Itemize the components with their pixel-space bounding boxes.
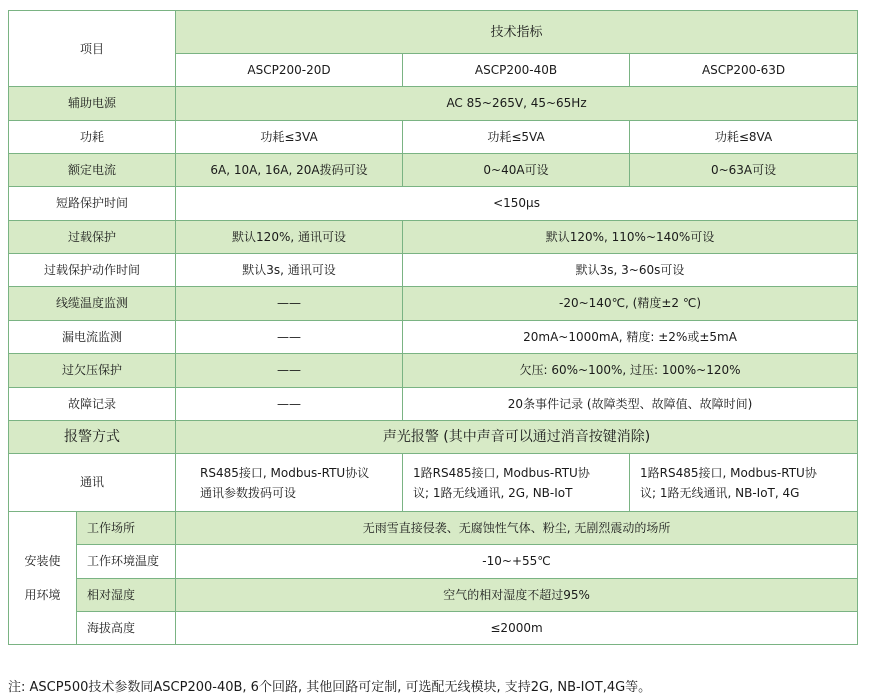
row-label-cable-temp: 线缆温度监测	[9, 287, 176, 321]
fault-record-40b-63d: 20条事件记录 (故障类型、故障值、故障时间)	[403, 388, 858, 421]
env-group-line2: 用环境	[24, 588, 61, 602]
comm-40b-line1: 1路RS485接口, Modbus-RTU协	[413, 465, 590, 480]
env-label-altitude: 海拔高度	[77, 612, 176, 645]
row-label-short-circuit: 短路保护时间	[9, 187, 176, 221]
current-63d: 0~63A可设	[630, 154, 858, 187]
current-20d: 6A, 10A, 16A, 20A拨码可设	[176, 154, 403, 187]
env-label-temp: 工作环境温度	[77, 545, 176, 579]
env-site-value: 无雨雪直接侵袭、无腐蚀性气体、粉尘, 无剧烈震动的场所	[176, 512, 858, 545]
footnote: 注: ASCP500技术参数同ASCP200-40B, 6个回路, 其他回路可定制, 可选配无线模块, 支持2G, NB-IOT,4G等。	[8, 680, 652, 695]
fault-record-20d: ——	[176, 388, 403, 421]
row-label-leakage: 漏电流监测	[9, 321, 176, 354]
env-group-label	[9, 512, 77, 645]
row-label-comm: 通讯	[9, 454, 176, 512]
comm-20d-line1: RS485接口, Modbus-RTU协议	[200, 465, 370, 480]
comm-40b-line2: 议; 1路无线通讯, 2G, NB-IoT	[413, 485, 573, 500]
leakage-40b-63d: 20mA~1000mA, 精度: ±2%或±5mA	[403, 321, 858, 354]
env-label-humidity: 相对湿度	[77, 579, 176, 612]
voltage-protect-40b-63d: 欠压: 60%~100%, 过压: 100%~120%	[403, 354, 858, 388]
row-label-overload-time: 过载保护动作时间	[9, 254, 176, 287]
env-temp-value: -10~+55℃	[176, 545, 858, 579]
power-20d: 功耗≤3VA	[176, 121, 403, 154]
overload-time-20d: 默认3s, 通讯可设	[176, 254, 403, 287]
power-40b: 功耗≤5VA	[403, 121, 630, 154]
env-label-site: 工作场所	[77, 512, 176, 545]
env-altitude-value: ≤2000m	[176, 612, 858, 645]
row-label-alarm: 报警方式	[9, 421, 176, 454]
env-humidity-value: 空气的相对湿度不超过95%	[176, 579, 858, 612]
row-label-power-consumption: 功耗	[9, 121, 176, 154]
row-label-fault-record: 故障记录	[9, 388, 176, 421]
row-label-overload: 过载保护	[9, 221, 176, 254]
overload-40b-63d: 默认120%, 110%~140%可设	[403, 221, 858, 254]
header-model-63d: ASCP200-63D	[630, 54, 858, 87]
row-label-voltage-protect: 过欠压保护	[9, 354, 176, 388]
row-label-aux-power: 辅助电源	[9, 87, 176, 121]
voltage-protect-20d: ——	[176, 354, 403, 388]
header-item: 项目	[9, 11, 176, 87]
env-group-line1: 安装使	[24, 554, 61, 568]
comm-40b	[403, 454, 630, 512]
header-model-40b: ASCP200-40B	[403, 54, 630, 87]
header-spec: 技术指标	[176, 11, 858, 54]
alarm-value: 声光报警 (其中声音可以通过消音按键消除)	[176, 421, 858, 454]
leakage-20d: ——	[176, 321, 403, 354]
header-model-20d: ASCP200-20D	[176, 54, 403, 87]
cable-temp-20d: ——	[176, 287, 403, 321]
short-circuit-value: <150μs	[176, 187, 858, 221]
cable-temp-40b-63d: -20~140℃, (精度±2 ℃)	[403, 287, 858, 321]
overload-20d: 默认120%, 通讯可设	[176, 221, 403, 254]
row-label-rated-current: 额定电流	[9, 154, 176, 187]
comm-63d	[630, 454, 858, 512]
spec-table	[8, 10, 858, 645]
comm-63d-line2: 议; 1路无线通讯, NB-IoT, 4G	[640, 485, 800, 500]
power-63d: 功耗≤8VA	[630, 121, 858, 154]
comm-63d-line1: 1路RS485接口, Modbus-RTU协	[640, 465, 817, 480]
comm-20d-line2: 通讯参数拨码可设	[200, 485, 297, 500]
overload-time-40b-63d: 默认3s, 3~60s可设	[403, 254, 858, 287]
current-40b: 0~40A可设	[403, 154, 630, 187]
comm-20d	[176, 454, 403, 512]
aux-power-value: AC 85~265V, 45~65Hz	[176, 87, 858, 121]
